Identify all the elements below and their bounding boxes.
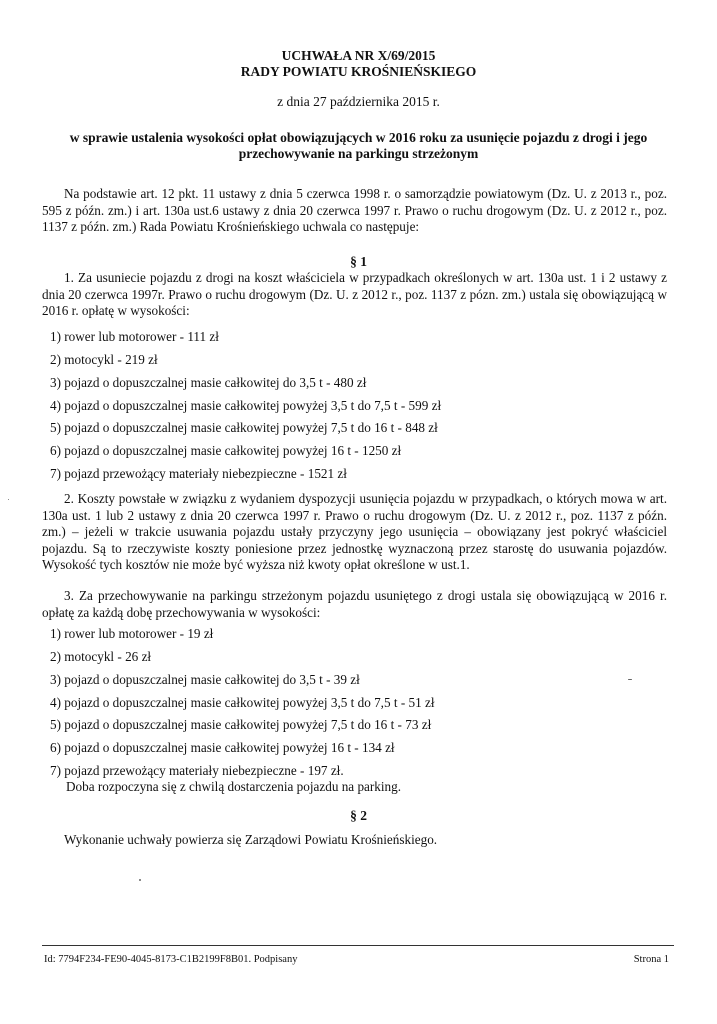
scan-speck <box>628 679 632 680</box>
section-2-heading: § 2 <box>350 808 367 823</box>
storage-fee-item: 1) rower lub motorower - 19 zł <box>50 626 214 641</box>
title-line-2: RADY POWIATU KROŚNIEŃSKIEGO <box>240 64 477 79</box>
removal-fee-item: 6) pojazd o dopuszczalnej masie całkowitej powyżej 16 t - 1250 zł <box>50 443 402 458</box>
storage-fee-item: 3) pojazd o dopuszczalnej masie całkowitej do 3,5 t - 39 zł <box>50 672 360 687</box>
removal-fee-item: 5) pojazd o dopuszczalnej masie całkowitej powyżej 7,5 t do 16 t - 848 zł <box>50 420 438 435</box>
storage-fee-item: 6) pojazd o dopuszczalnej masie całkowitej powyżej 16 t - 134 zł <box>50 740 395 755</box>
removal-fee-item: 2) motocykl - 219 zł <box>50 352 158 367</box>
removal-fee-item: 7) pojazd przewożący materiały niebezpieczne - 1521 zł <box>50 466 347 481</box>
preamble: Na podstawie art. 12 pkt. 11 ustawy z dnia 5 czerwca 1998 r. o samorządzie powiatowym (Dz. U. z 2013 r., poz. 595 z późn. zm.) i art. 130a ust.6 ustawy z dnia 20 czerwca 1997 r. Prawo o ruchu drogowym (Dz. U. z 2012 r., poz. 1137 z późn. zm.) Rada Powiatu Krośnieńskiego uchwala co następuje: <box>42 186 667 234</box>
removal-fee-item: 4) pojazd o dopuszczalnej masie całkowitej powyżej 3,5 t do 7,5 t - 599 zł <box>50 398 442 413</box>
storage-fee-item: 7) pojazd przewożący materiały niebezpieczne - 197 zł. <box>50 763 344 778</box>
resolution-subject: w sprawie ustalenia wysokości opłat obowiązujących w 2016 roku za usunięcie pojazdu z drogi i jego przechowywanie na parkingu strzeżonym <box>69 130 648 161</box>
section-1-paragraph-1: 1. Za usuniecie pojazdu z drogi na koszt właściciela w przypadkach określonych w art. 130a ust. 1 i 2 ustawy z dnia 20 czerwca 1997r. Prawo o ruchu drogowym (Dz. U. z 2012 r., poz. 1137 z pózn. zm.) ustala się obowiązującą w 2016 r. opłatę w wysokości: <box>42 270 667 318</box>
section-1-heading: § 1 <box>350 254 367 269</box>
page-number: Strona 1 <box>633 954 669 965</box>
storage-note: Doba rozpoczyna się z chwilą dostarczenia pojazdu na parking. <box>66 779 402 794</box>
resolution-date: z dnia 27 października 2015 r. <box>277 94 440 109</box>
footer-divider <box>42 945 674 946</box>
resolution-title <box>0 48 717 80</box>
document-id: Id: 7794F234-FE90-4045-8173-C1B2199F8B01. Podpisany <box>44 954 298 965</box>
scan-speck <box>139 879 141 881</box>
removal-fee-item: 1) rower lub motorower - 111 zł <box>50 329 219 344</box>
storage-fee-item: 2) motocykl - 26 zł <box>50 649 152 664</box>
section-1-paragraph-3: 3. Za przechowywanie na parkingu strzeżonym pojazdu usuniętego z drogi ustala się obowiązującą w 2016 r. opłatę za każdą dobę przechowywania w wysokości: <box>42 588 667 620</box>
section-1-paragraph-2: 2. Koszty powstałe w związku z wydaniem dyspozycji usunięcia pojazdu w przypadkach, o których mowa w art. 130a ust. 1 lub 2 ustawy z dnia 20 czerwca 1997 r. Prawo o ruchu drogowym (Dz. U. z 2012 r., poz. 1137 z późn. zm.) – jeżeli w trakcie usuwania pojazdu ustały przyczyny jego usunięcia – obowiązany jest pokryć właściciel pojazdu. Są to rzeczywiste koszty poniesione przez jednostkę wyznaczoną przez starostę do usuwania pojazdów. Wysokość tych kosztów nie może być wyższa niż kwoty opłat określone w ust.1. <box>42 491 667 572</box>
section-2-text: Wykonanie uchwały powierza się Zarządowi Powiatu Krośnieńskiego. <box>64 832 438 847</box>
storage-fee-item: 5) pojazd o dopuszczalnej masie całkowitej powyżej 7,5 t do 16 t - 73 zł <box>50 717 432 732</box>
title-line-1: UCHWAŁA NR X/69/2015 <box>281 48 436 63</box>
scan-speck <box>8 499 9 500</box>
storage-fee-item: 4) pojazd o dopuszczalnej masie całkowitej powyżej 3,5 t do 7,5 t - 51 zł <box>50 695 435 710</box>
removal-fee-item: 3) pojazd o dopuszczalnej masie całkowitej do 3,5 t - 480 zł <box>50 375 367 390</box>
